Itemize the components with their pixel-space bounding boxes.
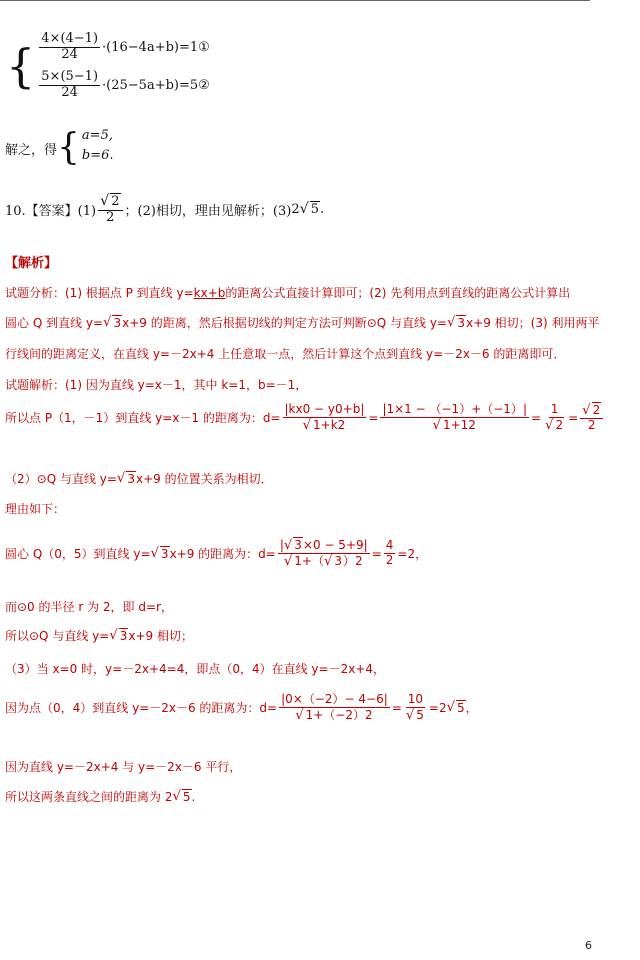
l12-f2-num: 10 xyxy=(407,692,423,706)
l10-a: 所以⊙Q 与直线 y= xyxy=(5,629,110,643)
analysis-line-3: 行线间的距离定义，在直线 y=－2x+4 上任意取一点，然后计算这个点到直线 y=－2x－6 的距离即可． xyxy=(5,347,566,361)
solution-brace: { xyxy=(57,127,80,168)
equation-1 xyxy=(37,28,210,66)
answer-end: . xyxy=(320,201,325,217)
analysis-line-2: 圆心 Q 到直线 y= √ 3 x+9 的距离，然后根据切线的判定方法可判断⊙Q 与直线 y= √ 3 x+9 相切；(3) 利用两平 xyxy=(5,315,600,330)
l8-b: x+9 的距离为：d= xyxy=(169,547,276,562)
l1-kxb: kx+b xyxy=(193,285,226,300)
result-denominator: 2 xyxy=(587,418,596,433)
analysis-label: 【解析】 xyxy=(5,256,58,271)
result-num-radicand: 2 xyxy=(592,403,601,417)
final-distance: 所以这两条直线之间的距离为 2 √ 5 . xyxy=(5,789,196,804)
l12-end-radicand: 5 xyxy=(457,701,465,716)
l2-radicand-2: 3 xyxy=(457,316,466,330)
l2-c: x+9 相切；(3) 利用两平 xyxy=(466,316,600,330)
eq1-denominator: 24 xyxy=(61,46,78,62)
l6-radicand: 3 xyxy=(127,472,135,486)
l10-radicand: 3 xyxy=(119,629,128,643)
l5-eq2: = xyxy=(530,410,542,425)
answer3-radicand: 5 xyxy=(310,202,320,218)
eq2-numerator: 5×(5−1) xyxy=(41,68,99,84)
tangent-conclusion: 所以⊙Q 与直线 y= √ 3 x+9 相切； xyxy=(5,628,193,643)
l5-eq3: = xyxy=(568,410,579,425)
l14-a: 所以这两条直线之间的距离为 2 xyxy=(5,790,173,804)
subst-den-radicand: 1+12 xyxy=(442,417,476,432)
l12-den-radicand: 1+（−2）2 xyxy=(305,707,373,722)
l14-end: . xyxy=(191,789,196,804)
parallel-statement: 因为直线 y=－2x+4 与 y=－2x－6 平行， xyxy=(5,760,242,774)
formula-den-radicand: 1+k2 xyxy=(313,417,346,432)
l12-end-a: =2 xyxy=(428,700,447,715)
answer3-coef: 2 xyxy=(291,201,300,217)
l8-num-radicand: 3 xyxy=(294,538,302,552)
simp-numerator: 1 xyxy=(550,402,559,416)
l8-f2-den: 2 xyxy=(385,553,394,568)
l6-b: x+9 的位置关系为相切． xyxy=(135,472,273,486)
l8-num-rest: ×0 − 5+9| xyxy=(302,538,368,552)
center-distance-line: 圆心 Q（0，5）到直线 y= √ 3 x+9 的距离为：d= $\frac{|√ 3\times 0 - 5+9|}{√ 1+(√ 3)2}$ = $\frac{4}{2}$ =2， xyxy=(5,538,428,570)
l12-end-b: ， xyxy=(465,701,478,716)
equation-system xyxy=(6,28,210,104)
solution-prefix: 解之，得 xyxy=(5,142,58,158)
l12-a: 因为点（0，4）到直线 y=－2x－6 的距离为：d= xyxy=(5,701,278,716)
l14-radicand: 5 xyxy=(182,790,191,804)
l8-den-a: 1+（ xyxy=(294,554,324,569)
answer-lead: 10.【答案】(1) xyxy=(5,203,97,219)
reason-label: 理由如下： xyxy=(5,502,66,516)
l8-eq: = xyxy=(371,546,382,561)
l1-c: 的距离公式直接计算即可；(2) 先利用点到直线的距离公式计算出 xyxy=(225,286,571,300)
l12-numerator: |0×（−2）− 4−6| xyxy=(281,692,388,706)
l2-radicand-1: 3 xyxy=(113,316,122,330)
solution-b: b=6. xyxy=(81,148,114,163)
page-number: 6 xyxy=(585,939,592,952)
l8-den-end: ）2 xyxy=(343,554,363,569)
part2-line: （2）⊙Q 与直线 y= √ 3 x+9 的位置关系为相切． xyxy=(5,471,273,486)
distance-formula-line: 所以点 P（1，－1）到直线 y=x－1 的距离为：d= $\frac{|kx0 - y0+b|}{√ 1+k2}$ = $\frac{|1\times 1 - (-1)+(-1)|}{√ 1+12}$ = $\frac{1}{√ 2}$ = $\frac{√ 2}{2}$ xyxy=(5,403,605,433)
l10-b: x+9 相切； xyxy=(128,629,193,643)
l5-a: 所以点 P（1，－1）到直线 y=x－1 的距离为：d= xyxy=(5,411,281,426)
formula-numerator: |kx0 − y0+b| xyxy=(284,402,365,416)
eq1-rest: ·(16−4a+b)=1① xyxy=(102,39,210,55)
analysis-line-1 xyxy=(5,284,570,301)
answer1-num-radicand: 2 xyxy=(111,194,120,209)
solution-line-1: 试题解析：(1) 因为直线 y=x－1，其中 k=1，b=－1， xyxy=(5,378,308,392)
l8-f2-num: 4 xyxy=(385,538,394,553)
l2-b: x+9 的距离，然后根据切线的判定方法可判断⊙Q 与直线 y= xyxy=(122,316,447,330)
l2-a: 圆心 Q 到直线 y= xyxy=(5,316,104,330)
header-rule xyxy=(0,0,590,1)
l8-end: =2， xyxy=(397,547,428,562)
l8-den-radicand: 3 xyxy=(334,554,343,569)
eq2-denominator: 24 xyxy=(61,84,78,100)
simp-den-radicand: 2 xyxy=(555,417,564,432)
parallel-distance-line: 因为点（0，4）到直线 y=－2x－6 的距离为：d= $\frac{|0\times(-2)- 4-6|}{√ 1+(-2)2}$ = $\frac{10}{√ 5}$ =2 √ 5 ， xyxy=(5,692,478,723)
l8-radicand: 3 xyxy=(160,547,169,562)
eq2-rest: ·(25−5a+b)=5② xyxy=(102,77,210,93)
part3-line: （3）当 x=0 时，y=－2x+4=4，即点（0，4）在直线 y=－2x+4， xyxy=(5,662,385,676)
solution-line xyxy=(5,128,114,168)
l12-eq: = xyxy=(391,700,402,715)
l5-eq1: = xyxy=(368,410,379,425)
left-brace: { xyxy=(6,39,36,93)
answer1-denominator: 2 xyxy=(106,209,115,225)
answer-mid: ；(2)相切，理由见解析；(3) xyxy=(124,203,292,219)
answer-10: 10.【答案】(1) $\frac{√ 2}{2}$ ；(2)相切，理由见解析；(3) 2 √ 5 . xyxy=(5,193,325,225)
solution-a: a=5, xyxy=(81,128,113,143)
l12-f2-den-radicand: 5 xyxy=(416,707,424,722)
eq1-numerator: 4×(4−1) xyxy=(41,30,99,46)
radius-line: 而⊙0 的半径 r 为 2，即 d=r， xyxy=(5,600,173,614)
l6-a: （2）⊙Q 与直线 y= xyxy=(5,472,117,486)
l8-a: 圆心 Q（0，5）到直线 y= xyxy=(5,547,151,562)
equation-2 xyxy=(37,66,210,104)
subst-numerator: |1×1 − （−1）+（−1）| xyxy=(382,402,527,416)
l1-a: 试题分析：(1) 根据点 P 到直线 y= xyxy=(5,286,194,300)
